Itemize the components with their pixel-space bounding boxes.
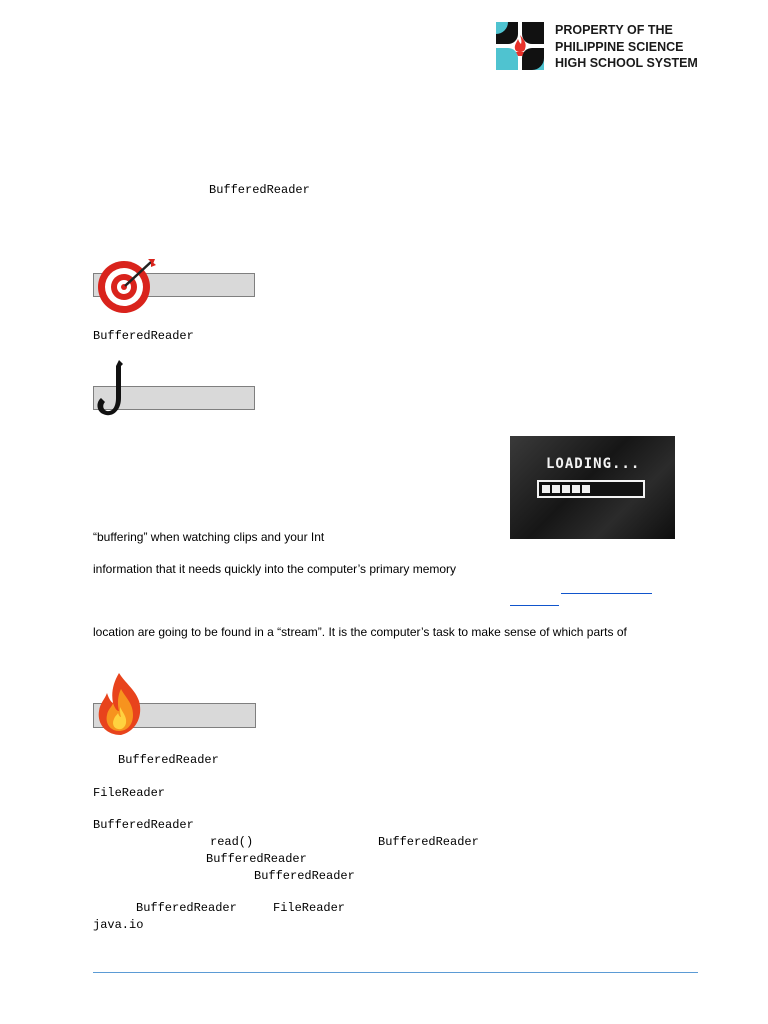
code-line-5: BufferedReader [206,852,307,866]
pshs-logo [494,20,546,72]
text-memory: information that it needs quickly into the computer’s primary memory [93,562,457,576]
loading-bar [537,480,645,498]
code-line-1: BufferedReader [93,329,194,343]
code-read: read() [210,835,254,849]
logo-text [555,22,745,72]
code-line-8: FileReader [273,901,346,915]
code-line-3: BufferedReader [93,818,194,832]
code-javaio: java.io [93,918,144,932]
code-line-2: BufferedReader [118,753,219,767]
code-line-4: BufferedReader [378,835,479,849]
code-line-6: BufferedReader [254,869,355,883]
hyperlink-underline-2[interactable] [510,605,559,606]
code-line-7: BufferedReader [136,901,237,915]
intro-code: BufferedReader [209,183,310,197]
code-filereader: FileReader [93,786,166,800]
hyperlink-underline-1[interactable] [561,593,652,594]
loading-bar-fill [542,485,591,493]
footer-rule [93,972,698,973]
fishhook-icon [95,358,139,420]
loading-image [510,436,675,539]
logo-line-2: PHILIPPINE SCIENCE [555,39,684,54]
logo-line-1: PROPERTY OF THE [555,23,673,37]
text-buffering: “buffering” when watching clips and your Int [93,530,325,544]
logo-line-3: HIGH SCHOOL SYSTEM [555,56,698,70]
loading-text: LOADING... [546,456,641,472]
text-stream: location are going to be found in a “stream”. It is the computer’s task to make sense of which parts of [93,625,627,639]
flame-icon [95,671,145,737]
target-icon [95,258,157,314]
